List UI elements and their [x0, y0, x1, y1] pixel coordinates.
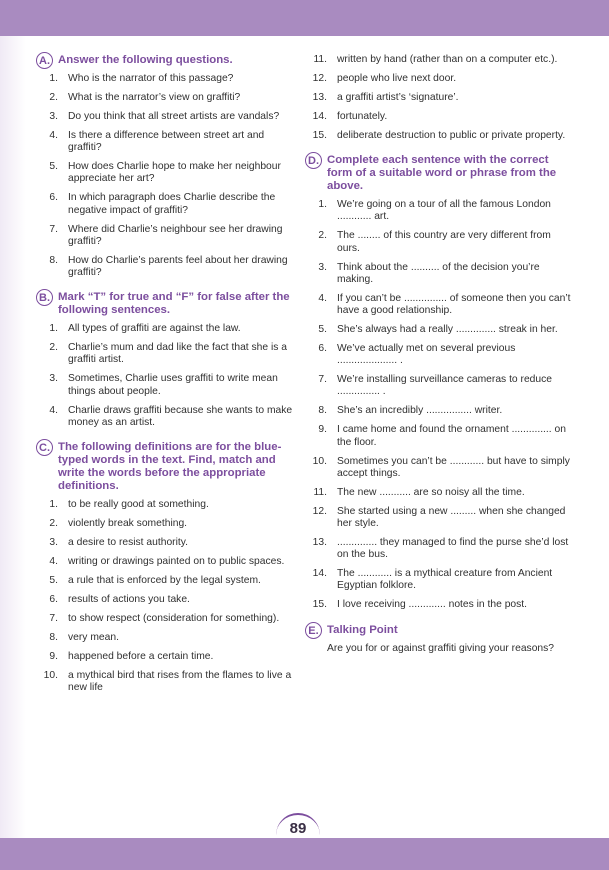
list-item: 1. We’re going on a tour of all the famous London ............ art.	[318, 199, 551, 223]
list-item: 1. All types of graffiti are against the law.	[49, 323, 241, 335]
list-item: 4. writing or drawings painted on to public spaces.	[49, 556, 285, 568]
list-item: 5. How does Charlie hope to make her neighbour appreciate her art?	[49, 161, 281, 185]
section-c-list	[36, 499, 294, 694]
list-item: 6. We’ve actually met on several previous ..................... .	[318, 343, 516, 367]
list-item: 8. How do Charlie’s parents feel about her drawing graffiti?	[49, 254, 288, 279]
list-item: 10. Sometimes you can’t be ............ but have to simply accept things.	[312, 455, 570, 479]
section-e-title: Talking Point	[327, 623, 398, 636]
section-c-heading	[36, 441, 294, 493]
section-c-continued-list	[305, 54, 571, 142]
section-d-title: Complete each sentence with the correct form of a suitable word or phrase from the above.	[327, 154, 557, 193]
section-c-letter: C.	[36, 439, 53, 456]
left-edge-shade	[0, 36, 26, 838]
list-item: 11. The new ........... are so noisy all the time.	[313, 486, 525, 498]
list-item: 12. She started using a new ......... when she changed her style.	[312, 505, 566, 530]
left-column	[36, 54, 294, 706]
section-c	[36, 441, 294, 694]
list-item: 13. .............. they managed to find the purse she’d lost on the bus.	[312, 537, 569, 561]
list-item: 14. The ............ is a mythical creature from Ancient Egyptian folklore.	[312, 568, 553, 592]
list-item: 11. written by hand (rather than on a computer etc.).	[313, 54, 558, 65]
section-b-list	[36, 323, 294, 429]
list-item: 10. a mythical bird that rises from the flames to live a new life	[43, 670, 292, 694]
list-item: 9. I came home and found the ornament .............. on the floor.	[318, 424, 566, 448]
list-item: 4. If you can’t be ............... of someone then you can’t have a good relationship.	[318, 292, 571, 317]
section-b-title: Mark “T” for true and “F” for false after the following sentences.	[58, 291, 290, 317]
list-item: 5. She’s always had a really .............. streak in her.	[318, 324, 558, 336]
top-banner	[0, 0, 609, 36]
section-a	[36, 54, 294, 279]
list-item: 6. results of actions you take.	[49, 594, 190, 606]
list-item: 4. Charlie draws graffiti because she wants to make money as an artist.	[49, 404, 293, 428]
section-d-letter: D.	[305, 152, 322, 169]
section-b	[36, 291, 294, 429]
list-item: 12. people who live next door.	[312, 73, 457, 84]
list-item: 1. to be really good at something.	[49, 499, 209, 511]
list-item: 7. Where did Charlie’s neighbour see her drawing graffiti?	[49, 223, 283, 247]
page-number-badge	[276, 813, 320, 843]
list-item: 2. violently break something.	[49, 518, 188, 530]
list-item: 8. very mean.	[49, 632, 119, 644]
section-a-list	[36, 73, 294, 279]
list-item: 7. We’re installing surveillance cameras to reduce ............... .	[318, 374, 552, 398]
list-item: 2. Charlie’s mum and dad like the fact that she is a graffiti artist.	[49, 342, 288, 366]
list-item: 2. The ........ of this country are very different from ours.	[318, 230, 551, 254]
list-item: 14. fortunately.	[312, 111, 388, 122]
section-b-heading	[36, 291, 294, 317]
list-item: 8. She’s an incredibly ................ writer.	[318, 405, 503, 417]
list-item: 3. Sometimes, Charlie uses graffiti to write mean things about people.	[49, 373, 278, 397]
list-item: 3. Think about the .......... of the decision you’re making.	[318, 261, 540, 285]
list-item: 3. Do you think that all street artists are vandals?	[49, 111, 280, 122]
list-item: 9. happened before a certain time.	[49, 651, 214, 663]
list-item: 15. I love receiving ............. notes in the post.	[312, 599, 528, 611]
section-c-title: The following definitions are for the blue-typed words in the text. Find, match and write the words before the appropriate definitions.	[58, 441, 282, 493]
list-item: 15. deliberate destruction to public or private property.	[312, 130, 566, 141]
list-item: 6. In which paragraph does Charlie describe the negative impact of graffiti?	[49, 192, 276, 216]
list-item: 13. a graffiti artist’s ‘signature’.	[312, 92, 459, 103]
section-d-list	[305, 199, 571, 611]
list-item: 5. a rule that is enforced by the legal system.	[49, 575, 261, 587]
list-item: 4. Is there a difference between street art and graffiti?	[49, 130, 265, 154]
section-a-title: Answer the following questions.	[58, 54, 233, 66]
list-item: 2. What is the narrator’s view on graffiti?	[49, 92, 241, 103]
list-item: 1. Who is the narrator of this passage?	[49, 73, 234, 84]
list-item: 7. to show respect (consideration for something).	[49, 613, 280, 625]
page-number: 89	[289, 820, 307, 837]
section-a-letter: A.	[36, 52, 53, 69]
section-e	[305, 624, 571, 655]
talking-point-text: Are you for or against graffiti giving your reasons?	[327, 642, 555, 654]
section-c-continued	[305, 54, 571, 142]
section-d-heading	[305, 154, 571, 193]
section-a-heading	[36, 54, 294, 67]
section-b-letter: B.	[36, 289, 53, 306]
section-e-heading	[305, 624, 571, 637]
right-column	[305, 54, 571, 667]
list-item: 3. a desire to resist authority.	[49, 537, 188, 549]
section-d	[305, 154, 571, 611]
section-e-letter: E.	[305, 622, 322, 639]
